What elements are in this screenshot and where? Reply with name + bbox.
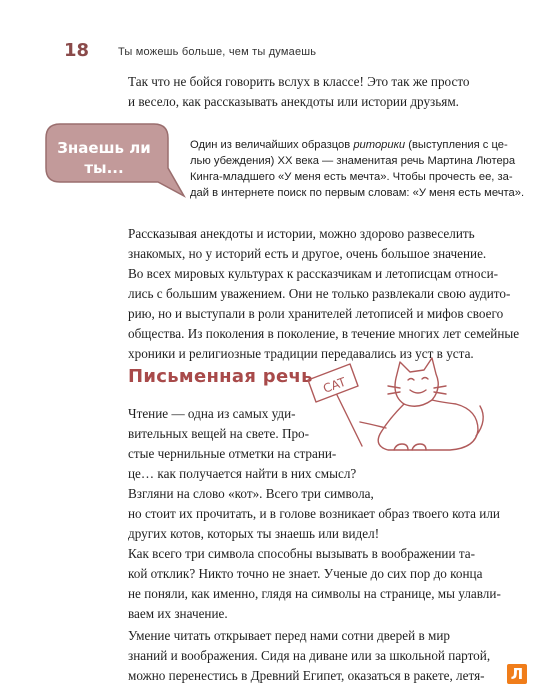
text-line: це… как получается найти в них смысл? bbox=[128, 466, 357, 481]
running-title: Ты можешь больше, чем ты думаешь bbox=[118, 46, 317, 58]
text-line: кой отклик? Никто точно не знает. Ученые до сих пор до конца bbox=[128, 566, 483, 581]
text-line: Умение читать открывает перед нами сотни дверей в мир bbox=[128, 628, 450, 643]
text-line: Чтение — одна из самых уди- bbox=[128, 406, 296, 421]
text-line: Рассказывая анекдоты и истории, можно здорово развеселить bbox=[128, 226, 475, 241]
text-line: хроники и религиозные традиции передавались из уст в уста. bbox=[128, 346, 474, 361]
text-line: других котов, которых ты знаешь или видел! bbox=[128, 526, 380, 541]
did-you-know-bubble bbox=[42, 120, 188, 206]
text-line: знаний и воображения. Сидя на диване или за школьной партой, bbox=[128, 648, 491, 663]
bubble-label bbox=[42, 138, 166, 178]
text-line: не поняли, как именно, глядя на символы на странице, мы улавли- bbox=[128, 586, 501, 601]
text-line: но стоит их прочитать, и в голове возникает образ твоего кота или bbox=[128, 506, 500, 521]
text-line: Как всего три символа способны вызывать в воображении та- bbox=[128, 546, 476, 561]
text-line: общества. Из поколения в поколение, в течение многих лет семейные bbox=[128, 326, 520, 341]
text-line: и весело, как рассказывать анекдоты или истории друзьям. bbox=[128, 94, 459, 109]
text-line: рию, но и выступали в роли хранителей летописей и мифов своего bbox=[128, 306, 504, 321]
section-heading: Письменная речь bbox=[128, 366, 313, 387]
text-line: Взгляни на слово «кот». Всего три символа, bbox=[128, 486, 374, 501]
publisher-logo: Л bbox=[507, 664, 527, 684]
text-line: Во всех мировых культурах к рассказчикам и летописцам относи- bbox=[128, 266, 499, 281]
reading-paragraph bbox=[128, 404, 500, 544]
text-line: дай в интернете поиск по первым словам: «У меня есть мечта». bbox=[190, 187, 525, 199]
symbols-paragraph bbox=[128, 544, 501, 624]
text-line: Кинга-младшего «У меня есть мечта». Чтобы прочесть ее, за- bbox=[190, 171, 513, 183]
text-line: знакомых, но у историй есть и другое, очень большое значение. bbox=[128, 246, 487, 261]
text-line: Так что не бойся говорить вслух в классе! Это так же просто bbox=[128, 74, 470, 89]
text-line: можно перенестись в Древний Египет, оказаться в ракете, летя- bbox=[128, 668, 485, 683]
bubble-label-line: ты... bbox=[84, 159, 124, 177]
bubble-label-line: Знаешь ли bbox=[57, 139, 151, 157]
text-line: Один из величайших образцов риторики (выступления с це- bbox=[190, 139, 508, 151]
text-line: стые чернильные отметки на страни- bbox=[128, 446, 337, 461]
intro-paragraph bbox=[128, 72, 486, 112]
storytelling-paragraph bbox=[128, 224, 520, 364]
sign-label: CAT bbox=[321, 374, 348, 396]
text-line: лись с большим уважением. Они не только развлекали свою аудито- bbox=[128, 286, 511, 301]
page-number: 18 bbox=[64, 40, 90, 61]
did-you-know-text bbox=[190, 137, 525, 201]
text-line: лью убеждения) XX века — знаменитая речь Мартина Лютера bbox=[190, 155, 516, 167]
text-line: вительных вещей на свете. Про- bbox=[128, 426, 310, 441]
text-line: ваем их значение. bbox=[128, 606, 228, 621]
doors-paragraph bbox=[128, 626, 491, 686]
emphasis: риторики bbox=[353, 139, 406, 151]
